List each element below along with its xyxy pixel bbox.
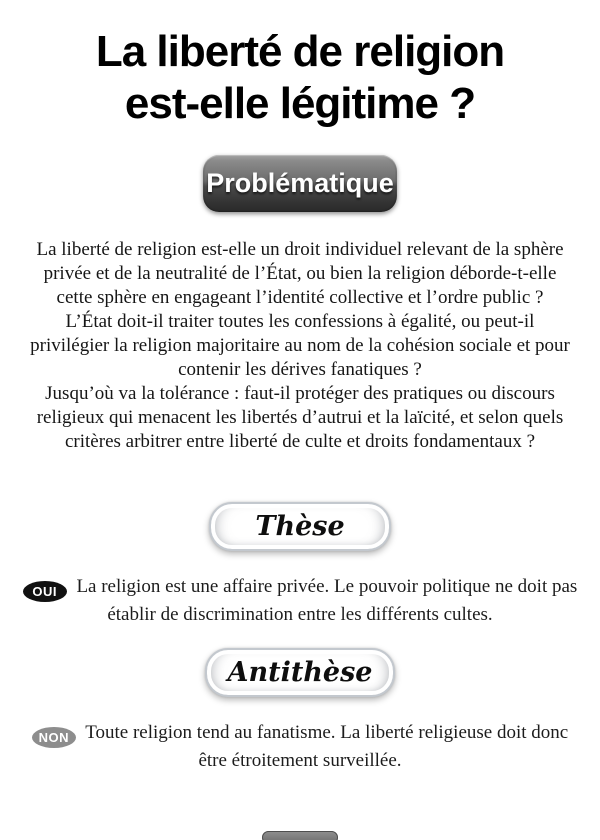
page-title <box>0 26 600 130</box>
question-paragraph-2: L’État doit-il traiter toutes les confessions à égalité, ou peut-il privilégier la religion majoritaire au nom de la cohésion sociale et pour contenir les dérives fanatiques ? <box>30 311 570 380</box>
oui-badge: OUI <box>23 581 67 602</box>
page-title-line2: est-elle légitime ? <box>124 79 476 128</box>
antithese-answer-text: Toute religion tend au fanatisme. La liberté religieuse doit donc être étroitement surveillée. <box>85 722 569 771</box>
problematique-text <box>25 238 575 454</box>
next-section-button-cutoff[interactable] <box>262 831 338 840</box>
problematique-button[interactable] <box>203 155 397 212</box>
problematique-button-label: Problématique <box>206 168 394 198</box>
antithese-answer <box>18 720 583 774</box>
these-button[interactable] <box>209 502 391 551</box>
these-button-label: Thèse <box>255 511 345 542</box>
non-badge: NON <box>32 727 76 748</box>
page-title-line1: La liberté de religion <box>95 27 505 76</box>
these-answer-text: La religion est une affaire privée. Le pouvoir politique ne doit pas établir de discrimination entre les différents cultes. <box>76 576 578 625</box>
these-answer <box>18 574 583 628</box>
question-paragraph-1: La liberté de religion est-elle un droit individuel relevant de la sphère privée et de la neutralité de l’État, ou bien la religion déborde-t-elle cette sphère en engageant l’identité collective et l’ordre public ? <box>36 239 564 308</box>
antithese-button-label: Antithèse <box>227 657 373 688</box>
question-paragraph-3: Jusqu’où va la tolérance : faut-il protéger des pratiques ou discours religieux qui menacent les libertés d’autrui et la laïcité, et selon quels critères arbitrer entre liberté de culte et droits fondamentaux ? <box>36 383 564 452</box>
antithese-button[interactable] <box>205 648 395 697</box>
